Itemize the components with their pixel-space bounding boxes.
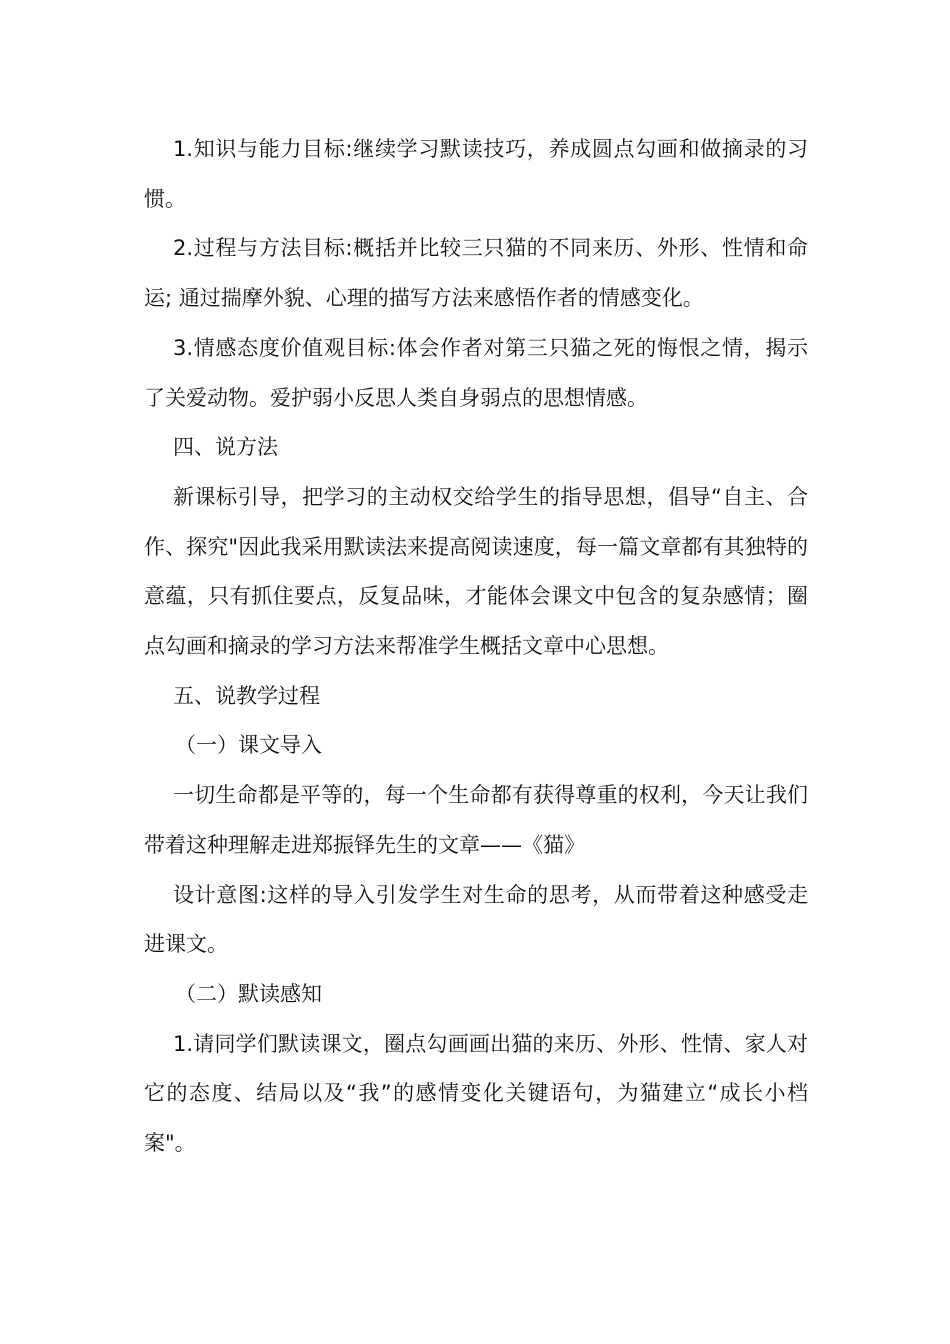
section-4-heading: 四、说方法	[173, 435, 278, 460]
goal-process-paragraph: 2.过程与方法目标:概括并比较三只猫的不同来历、外形、性情和命运; 通过揣摩外貌、心理的描写方法来感悟作者的情感变化。	[144, 236, 808, 311]
goal-emotion-paragraph: 3.情感态度价值观目标:体会作者对第三只猫之死的悔恨之情，揭示了关爱动物。爱护弱小反思人类自身弱点的思想情感。	[144, 335, 808, 410]
sub-2-heading: （二）默读感知	[175, 981, 322, 1006]
section-5-heading: 五、说教学过程	[173, 683, 320, 708]
reading-task-paragraph: 1.请同学们默读课文，圈点勾画画出猫的来历、外形、性情、家人对它的态度、结局以及“我”的感情变化关键语句，为猫建立“成长小档案"。	[144, 1031, 808, 1156]
design-intent-paragraph: 设计意图:这样的导入引发学生对生命的思考，从而带着这种感受走进课文。	[144, 882, 808, 957]
document-page	[144, 125, 808, 1169]
goal-knowledge-paragraph: 1.知识与能力目标:继续学习默读技巧，养成圆点勾画和做摘录的习惯。	[144, 137, 808, 211]
method-paragraph: 新课标引导，把学习的主动权交给学生的指导思想，倡导“自主、合作、探究"因此我采用默读法来提高阅读速度，每一篇文章都有其独特的意蕴，只有抓住要点，反复品味，才能体会课文中包含的复杂感情；圈点勾画和摘录的学习方法来帮准学生概括文章中心思想。	[144, 484, 808, 659]
sub-1-heading: （一）课文导入	[175, 733, 322, 758]
intro-paragraph: 一切生命都是平等的，每一个生命都有获得尊重的权利，今天让我们带着这种理解走进郑振铎先生的文章——《猫》	[144, 783, 808, 857]
